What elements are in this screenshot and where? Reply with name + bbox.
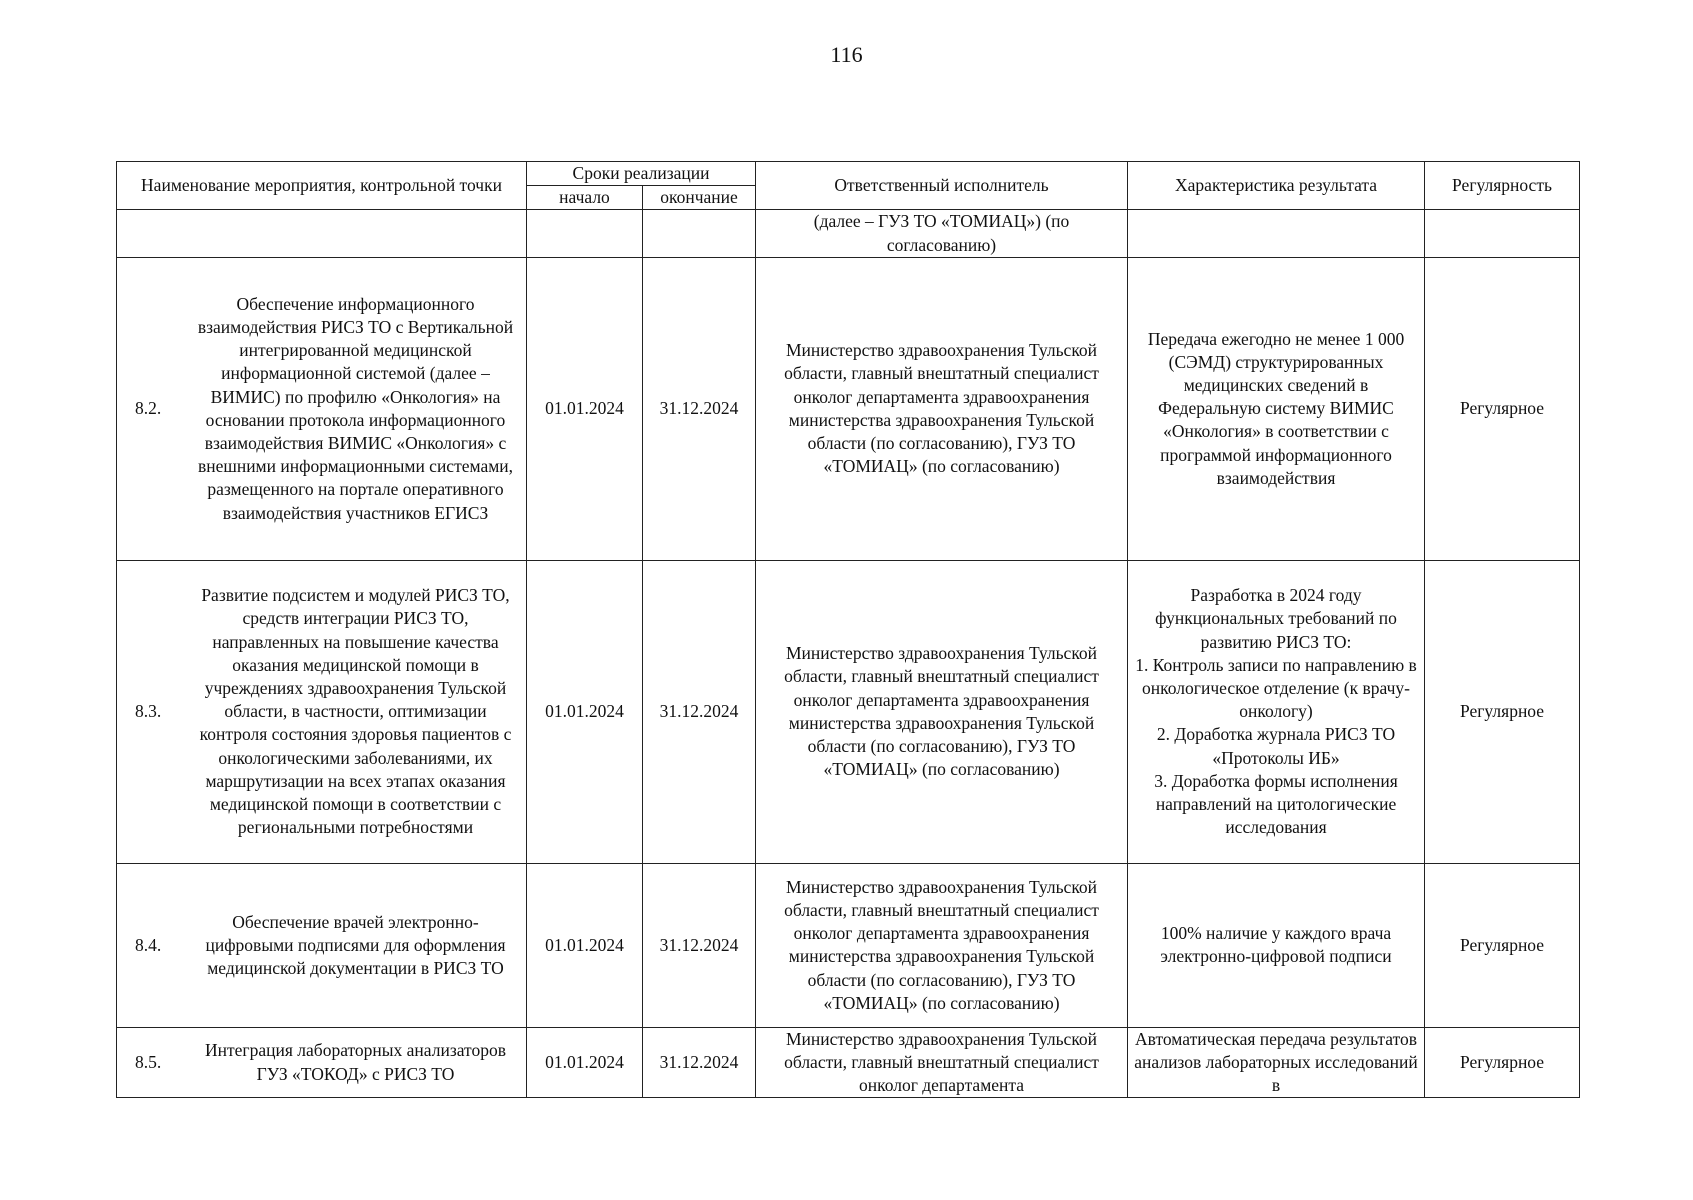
header-end: окончание: [643, 186, 756, 210]
cell-empty: [643, 210, 756, 257]
cell-name: [117, 257, 527, 560]
table-row-continuation: [117, 210, 1580, 257]
row-number: 8.3.: [135, 701, 162, 722]
cell-executor: Министерство здравоохранения Тульской области, главный внештатный специалист онколог департамента: [756, 1027, 1128, 1098]
cell-start-date: 01.01.2024: [527, 863, 643, 1027]
cell-start-date: 01.01.2024: [527, 257, 643, 560]
cell-result: [1128, 560, 1425, 863]
cell-empty: [117, 210, 527, 257]
header-result: Характеристика результата: [1128, 162, 1425, 210]
result-line: 2. Доработка журнала РИСЗ ТО «Протоколы ИБ»: [1156, 724, 1396, 768]
cell-end-date: 31.12.2024: [643, 257, 756, 560]
row-number: 8.5.: [135, 1052, 162, 1072]
row-number: 8.4.: [135, 934, 162, 955]
header-executor: Ответственный исполнитель: [756, 162, 1128, 210]
cell-start-date: 01.01.2024: [527, 560, 643, 863]
cell-executor: Министерство здравоохранения Тульской области, главный внештатный специалист онколог департамента здравоохранения министерства здравоохранения Тульской области (по согласованию), ГУЗ ТО «ТОМИАЦ» (по согласованию): [756, 863, 1128, 1027]
cell-end-date: 31.12.2024: [643, 1027, 756, 1098]
header-period: Сроки реализации: [527, 162, 756, 186]
cell-regularity: Регулярное: [1425, 1027, 1580, 1098]
cell-regularity: Регулярное: [1425, 257, 1580, 560]
header-regularity: Регулярность: [1425, 162, 1580, 210]
cell-end-date: 31.12.2024: [643, 863, 756, 1027]
cell-empty: [1425, 210, 1580, 257]
result-line: Разработка в 2024 году функциональных требований по развитию РИСЗ ТО:: [1155, 585, 1397, 652]
cell-result: 100% наличие у каждого врача электронно-цифровой подписи: [1128, 863, 1425, 1027]
page-number: 116: [830, 42, 863, 67]
result-line: 1. Контроль записи по направлению в онкологическое отделение (к врачу-онкологу): [1135, 654, 1417, 722]
cell-name: [117, 1027, 527, 1098]
result-line: 3. Доработка формы исполнения направлений на цитологические исследования: [1154, 770, 1398, 838]
cell-empty: [1128, 210, 1425, 257]
cell-name: [117, 863, 527, 1027]
cell-result: Автоматическая передача результатов анализов лабораторных исследований в: [1128, 1027, 1425, 1098]
header-name: Наименование мероприятия, контрольной точки: [117, 162, 527, 210]
cell-start-date: 01.01.2024: [527, 1027, 643, 1098]
row-title: Обеспечение врачей электронно-цифровыми подписями для оформления медицинской документации в РИСЗ ТО: [205, 911, 506, 978]
row-number: 8.2.: [135, 398, 162, 419]
row-title: Интеграция лабораторных анализаторов ГУЗ «ТОКОД» с РИСЗ ТО: [205, 1040, 506, 1084]
header-start: начало: [527, 186, 643, 210]
cell-end-date: 31.12.2024: [643, 560, 756, 863]
table-row: [117, 560, 1580, 863]
plan-table: [116, 161, 1580, 1098]
table-row: [117, 257, 1580, 560]
cell-executor: Министерство здравоохранения Тульской области, главный внештатный специалист онколог департамента здравоохранения министерства здравоохранения Тульской области (по согласованию), ГУЗ ТО «ТОМИАЦ» (по согласованию): [756, 560, 1128, 863]
row-title: Развитие подсистем и модулей РИСЗ ТО, средств интеграции РИСЗ ТО, направленных на повышение качества оказания медицинской помощи в учреждениях здравоохранения Тульской области, в частности, оптимизации контроля состояния здоровья пациентов с онкологическими заболеваниями, их маршрутизации на всех этапах оказания медицинской помощи в соответствии с региональными потребностями: [199, 585, 512, 838]
table-row: [117, 863, 1580, 1027]
cell-regularity: Регулярное: [1425, 560, 1580, 863]
row-title: Обеспечение информационного взаимодействия РИСЗ ТО с Вертикальной интегрированной медицинской информационной системой (далее – ВИМИС) по профилю «Онкология» на основании протокола информационного взаимодействия ВИМИС «Онкология» с внешними информационными системами, размещенного на портале оперативного взаимодействия участников ЕГИСЗ: [197, 293, 514, 523]
cell-executor: Министерство здравоохранения Тульской области, главный внештатный специалист онколог департамента здравоохранения министерства здравоохранения Тульской области (по согласованию), ГУЗ ТО «ТОМИАЦ» (по согласованию): [756, 257, 1128, 560]
cell-empty: [527, 210, 643, 257]
cell-name: [117, 560, 527, 863]
table-row: [117, 1027, 1580, 1098]
cell-result: Передача ежегодно не менее 1 000 (СЭМД) структурированных медицинских сведений в Федеральную систему ВИМИС «Онкология» в соответствии с программой информационного взаимодействия: [1128, 257, 1425, 560]
cell-executor: (далее – ГУЗ ТО «ТОМИАЦ») (по согласованию): [756, 210, 1128, 257]
cell-regularity: Регулярное: [1425, 863, 1580, 1027]
